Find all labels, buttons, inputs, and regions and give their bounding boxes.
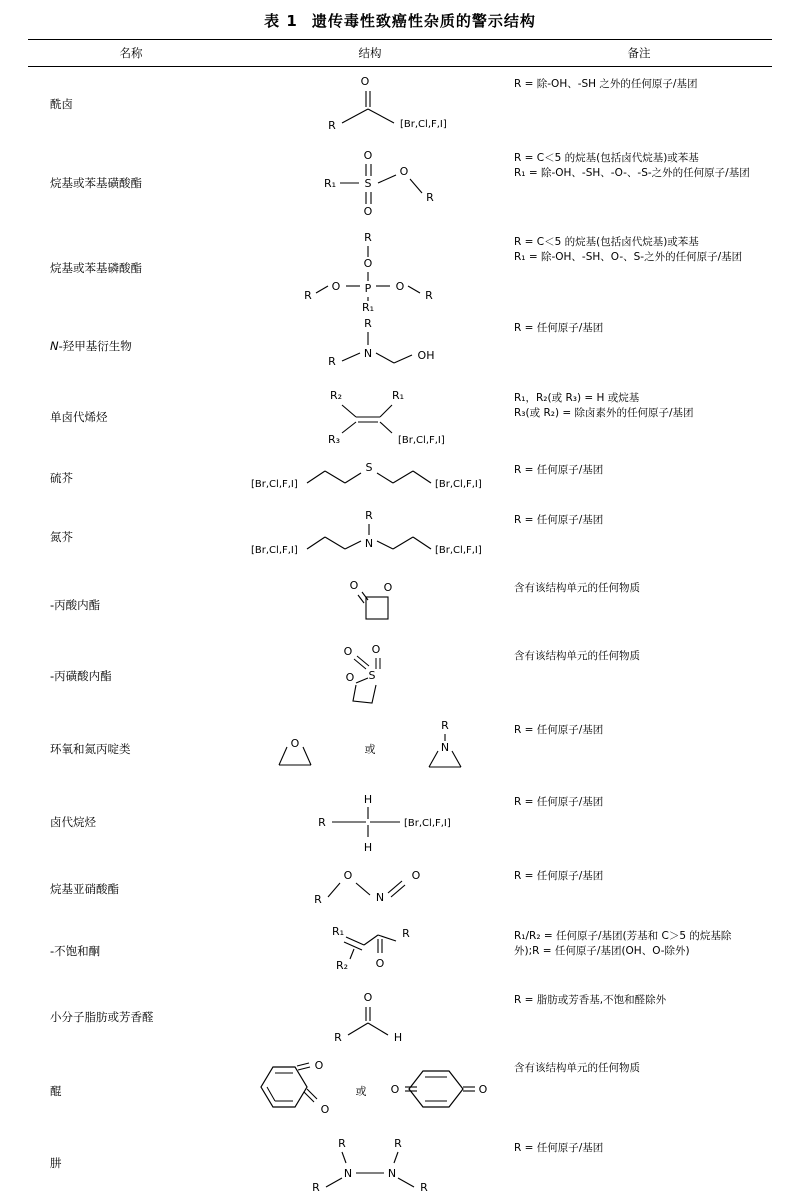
label-r: R bbox=[314, 893, 322, 906]
monohalo-alkene-structure bbox=[270, 385, 470, 449]
label-r-right: R bbox=[425, 289, 433, 302]
label-r1: R₁ bbox=[391, 389, 405, 402]
epoxide-structure bbox=[261, 717, 331, 781]
label-p: P bbox=[364, 282, 372, 295]
row-structure bbox=[234, 311, 506, 381]
label-r-top-right: R bbox=[394, 1137, 402, 1150]
row-note: R = 任何原子/基团 bbox=[514, 724, 604, 736]
row-note: R = C＜5 的烷基(包括卤代烷基)或苯基 R₁ = 除-OH、-SH、O-、S-之外的任何原子/基团 bbox=[514, 236, 743, 264]
table-row bbox=[28, 381, 772, 453]
row-structure bbox=[234, 453, 506, 503]
label-o-ring: O bbox=[345, 671, 355, 684]
row-name-italic: N bbox=[50, 339, 59, 353]
label-oh: OH bbox=[417, 349, 435, 362]
row-note: R = 脂肪或芳香基,不饱和醛除外 bbox=[514, 994, 667, 1006]
or-label: 或 bbox=[355, 1085, 367, 1098]
row-name bbox=[28, 311, 234, 381]
label-halide: [Br,Cl,F,I] bbox=[400, 119, 447, 130]
row-name: 酰卤 bbox=[50, 97, 73, 111]
aldehyde-structure bbox=[270, 987, 470, 1047]
row-structure bbox=[234, 141, 506, 225]
label-r: R bbox=[365, 509, 373, 522]
label-r: R bbox=[402, 927, 410, 940]
label-r2: R₂ bbox=[335, 959, 349, 972]
label-h-bottom: H bbox=[363, 841, 373, 854]
table-row bbox=[28, 1051, 772, 1131]
haloalkane-structure bbox=[270, 789, 470, 855]
para-quinone-structure bbox=[387, 1055, 491, 1127]
propiolactone-structure bbox=[270, 575, 470, 635]
table-row bbox=[28, 713, 772, 785]
row-note: R = 任何原子/基团 bbox=[514, 464, 604, 476]
warning-structures-table bbox=[28, 40, 772, 1195]
row-name: 硫芥 bbox=[50, 471, 73, 485]
row-name: -丙磺酸内酯 bbox=[50, 669, 112, 683]
label-r-left: R bbox=[328, 355, 336, 368]
label-o: O bbox=[290, 737, 300, 750]
row-note: R₁/R₂ = 任何原子/基团(芳基和 C＞5 的烷基除 外);R = 任何原子/基团(OH、O-除外) bbox=[514, 930, 732, 958]
row-structure bbox=[234, 639, 506, 713]
row-structure bbox=[234, 571, 506, 639]
label-n: N bbox=[363, 347, 373, 360]
label-o-carbonyl: O bbox=[349, 579, 359, 592]
table-number: 表 1 bbox=[264, 12, 298, 30]
table-row bbox=[28, 503, 772, 571]
row-note: R = 任何原子/基团 bbox=[514, 870, 604, 882]
row-structure bbox=[234, 381, 506, 453]
row-name: -不饱和酮 bbox=[50, 944, 101, 958]
table-header-row bbox=[28, 40, 772, 67]
row-note: R = 任何原子/基团 bbox=[514, 514, 604, 526]
table-row bbox=[28, 859, 772, 919]
table-row bbox=[28, 141, 772, 225]
label-s: S bbox=[365, 461, 373, 474]
label-o-ring: O bbox=[383, 581, 393, 594]
row-note: R = C＜5 的烷基(包括卤代烷基)或苯基 R₁ = 除-OH、-SH、-O-、-S-之外的任何原子/基团 bbox=[514, 152, 750, 180]
label-o-right: O bbox=[478, 1083, 488, 1096]
label-n-left: N bbox=[343, 1167, 353, 1180]
table-row bbox=[28, 1131, 772, 1195]
label-r: R bbox=[426, 191, 434, 204]
row-structure bbox=[234, 67, 506, 142]
label-o-top: O bbox=[314, 1059, 324, 1072]
column-header-note: 备注 bbox=[627, 46, 651, 60]
row-structure bbox=[234, 225, 506, 314]
label-r1: R₁ bbox=[331, 925, 345, 938]
label-n: N bbox=[375, 891, 385, 904]
row-note: 含有该结构单元的任何物质 bbox=[514, 582, 640, 594]
table-title-text: 遗传毒性致癌性杂质的警示结构 bbox=[311, 12, 536, 30]
label-o-bottom: O bbox=[363, 205, 373, 218]
label-o-bottom: O bbox=[320, 1103, 330, 1116]
label-o-left: O bbox=[331, 280, 341, 293]
label-r: R bbox=[440, 719, 449, 732]
row-note: R = 任何原子/基团 bbox=[514, 796, 604, 808]
label-r-top: R bbox=[364, 317, 372, 330]
ortho-quinone-structure bbox=[249, 1055, 335, 1127]
label-halide: [Br,Cl,F,I] bbox=[398, 435, 445, 446]
row-note: R = 任何原子/基团 bbox=[514, 322, 604, 334]
label-n: N bbox=[364, 537, 374, 550]
label-halide-right: [Br,Cl,F,I] bbox=[435, 479, 482, 490]
table-row bbox=[28, 453, 772, 503]
or-label: 或 bbox=[364, 743, 376, 756]
label-o-right: O bbox=[371, 643, 381, 656]
row-name: 小分子脂肪或芳香醛 bbox=[50, 1010, 154, 1024]
aziridine-structure bbox=[409, 717, 479, 781]
column-header-name: 名称 bbox=[119, 46, 143, 60]
alkyl-nitrite-structure bbox=[270, 863, 470, 915]
structure-pair bbox=[234, 1055, 506, 1127]
row-name: 醌 bbox=[50, 1084, 62, 1098]
label-o-top: O bbox=[363, 149, 373, 162]
sulfonate-ester-structure bbox=[270, 145, 470, 221]
label-o: O bbox=[360, 75, 370, 88]
row-structure bbox=[234, 859, 506, 919]
row-structure bbox=[234, 785, 506, 859]
row-note: R = 任何原子/基团 bbox=[514, 1142, 604, 1154]
label-h: H bbox=[393, 1031, 403, 1044]
label-o-left: O bbox=[390, 1083, 400, 1096]
table-row bbox=[28, 983, 772, 1051]
table-row bbox=[28, 639, 772, 713]
label-r-top-left: R bbox=[338, 1137, 346, 1150]
label-r1: R₁ bbox=[323, 177, 337, 190]
label-o-right: O bbox=[395, 280, 405, 293]
label-r-left: R bbox=[304, 289, 312, 302]
label-o: O bbox=[375, 957, 385, 970]
table-row bbox=[28, 785, 772, 859]
table-row bbox=[28, 67, 772, 142]
label-halide-left: [Br,Cl,F,I] bbox=[251, 479, 298, 490]
table-row bbox=[28, 571, 772, 639]
table-row bbox=[28, 919, 772, 983]
sulfur-mustard-structure bbox=[245, 457, 495, 499]
row-note: R = 除-OH、-SH 之外的任何原子/基团 bbox=[514, 78, 698, 90]
label-r-bottom-right: R bbox=[420, 1181, 428, 1194]
row-name: 烷基或苯基磺酸酯 bbox=[50, 176, 142, 190]
table-row bbox=[28, 311, 772, 381]
label-r: R bbox=[328, 119, 336, 132]
row-structure bbox=[234, 1131, 506, 1195]
label-o-ester: O bbox=[343, 869, 353, 882]
hydrazine-structure bbox=[270, 1135, 470, 1194]
unsaturated-ketone-structure bbox=[270, 923, 470, 979]
row-name: -丙酸内酯 bbox=[50, 598, 101, 612]
row-name: 肼 bbox=[50, 1156, 62, 1170]
row-structure bbox=[234, 713, 506, 785]
row-note: 含有该结构单元的任何物质 bbox=[514, 650, 640, 662]
label-halide: [Br,Cl,F,I] bbox=[404, 818, 451, 829]
phosphate-ester-structure bbox=[270, 229, 470, 314]
label-o: O bbox=[363, 991, 373, 1004]
propanesultone-structure bbox=[270, 643, 470, 709]
label-o-upper: O bbox=[363, 257, 373, 270]
row-name: 烷基或苯基磷酸酯 bbox=[50, 261, 142, 275]
row-note: R₁，R₂(或 R₃) = H 或烷基 R₃(或 R₂) = 除卤素外的任何原子/基团 bbox=[514, 392, 694, 420]
label-r: R bbox=[334, 1031, 342, 1044]
column-header-structure: 结构 bbox=[358, 46, 382, 60]
table-title bbox=[0, 0, 800, 39]
label-r2: R₂ bbox=[329, 389, 343, 402]
label-r3: R₃ bbox=[327, 433, 341, 446]
row-name: 卤代烷烃 bbox=[50, 815, 96, 829]
label-h-top: H bbox=[363, 793, 373, 806]
label-r-bottom-left: R bbox=[312, 1181, 320, 1194]
label-o-left: O bbox=[343, 645, 353, 658]
table-row bbox=[28, 225, 772, 311]
label-s: S bbox=[368, 669, 376, 682]
label-n: N bbox=[440, 741, 449, 754]
label-halide-right: [Br,Cl,F,I] bbox=[435, 545, 482, 556]
label-o-nitroso: O bbox=[411, 869, 421, 882]
structure-pair bbox=[234, 717, 506, 781]
label-s: S bbox=[364, 177, 372, 190]
row-name: 烷基亚硝酸酯 bbox=[50, 882, 119, 896]
acyl-halide-structure bbox=[270, 71, 470, 137]
row-structure bbox=[234, 1051, 506, 1131]
row-name: 氮芥 bbox=[50, 530, 73, 544]
label-halide-left: [Br,Cl,F,I] bbox=[251, 545, 298, 556]
label-o-ester: O bbox=[399, 165, 409, 178]
label-r1: R₁ bbox=[361, 301, 375, 314]
label-n-right: N bbox=[387, 1167, 397, 1180]
row-structure bbox=[234, 503, 506, 571]
row-name: 单卤代烯烃 bbox=[50, 410, 108, 424]
row-structure bbox=[234, 919, 506, 983]
label-r-top: R bbox=[364, 231, 372, 244]
nitrogen-mustard-structure bbox=[245, 507, 495, 567]
row-note: 含有该结构单元的任何物质 bbox=[514, 1062, 640, 1074]
label-r: R bbox=[318, 816, 326, 829]
row-name-rest: -羟甲基衍生物 bbox=[58, 339, 132, 353]
row-name: 环氧和氮丙啶类 bbox=[50, 742, 131, 756]
row-structure bbox=[234, 983, 506, 1051]
n-hydroxymethyl-structure bbox=[270, 315, 470, 377]
